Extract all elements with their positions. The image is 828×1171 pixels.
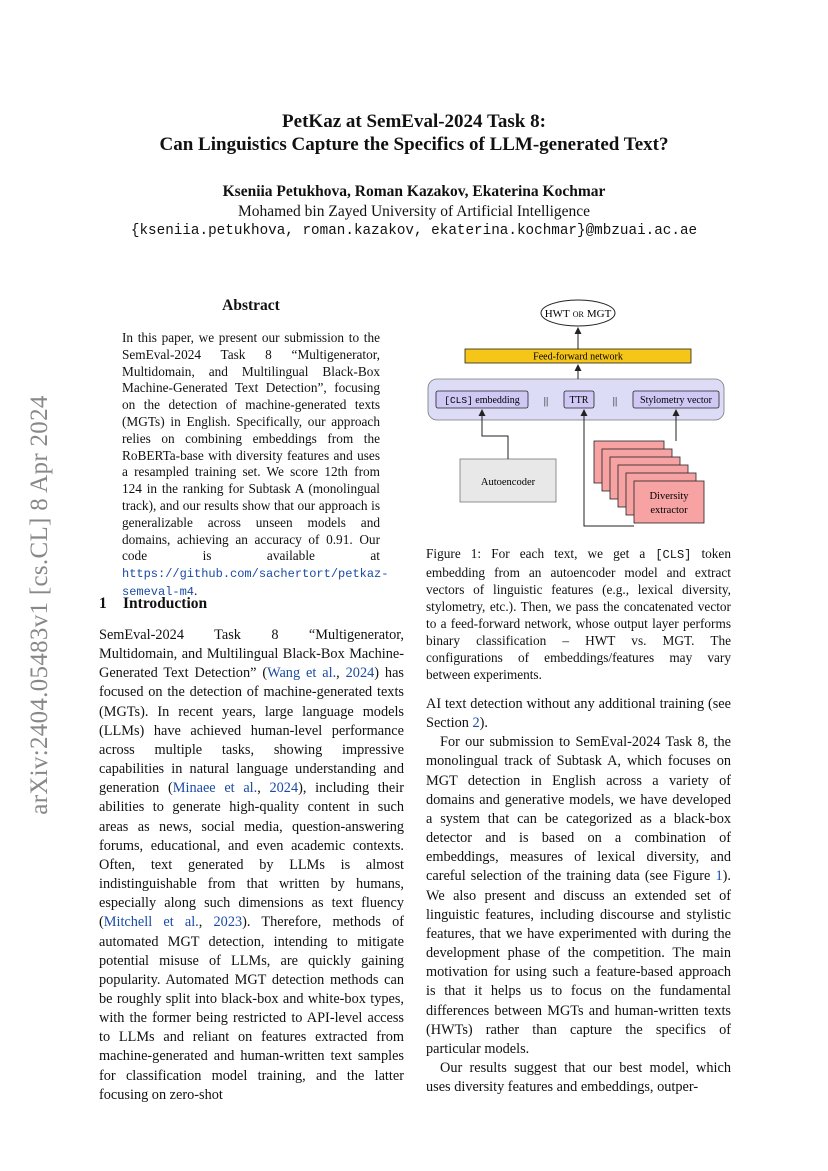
output-label: HWT OR MGT: [544, 308, 612, 320]
text-run: ). We also present and discuss an extended set of linguistic features, including discourse and stylistic features, that we have experimented with during the development phase of the competition. The main motivation for using such a feature-based approach is that it helps us to focus on the fundamental differences between MGTs and human-written texts (HWTs) rather than capture the specifics of particular models.: [426, 868, 731, 1057]
text-run: For our submission to SemEval-2024 Task 8, the monolingual track of Subtask A, which focuses on MGT detection in English across a variety of domains and generative models, we have developed a system that can be categorized as a black-box detector and is based on a combination of embeddings, measures of lexical diversity, and careful selection of the training data (see Figure: [426, 734, 731, 885]
title-line-2: Can Linguistics Capture the Specifics of LLM-generated Text?: [159, 134, 669, 155]
text-run: ,: [198, 914, 214, 931]
figure-1-caption: [426, 545, 731, 683]
section-title: Introduction: [123, 595, 208, 612]
arxiv-side-stamp: [20, 370, 60, 840]
figure-1-diagram: [424, 298, 732, 530]
caption-text: Figure 1: For each text, we get a: [426, 546, 656, 561]
title-line-1: PetKaz at SemEval-2024 Task 8:: [282, 111, 546, 132]
section-number: 1: [99, 595, 107, 612]
text-run: SemEval-2024 Task 8 “Multigenerator, Multidomain, and Multilingual Black-Box Machine-Generated Text Detection” (: [99, 627, 404, 682]
text-run: ) has focused on the detection of machine-generated texts (MGTs). In recent years, large language models (LLMs) have achieved human-level performance across multiple tasks, showing impressive capabilities in natural language understanding and generation (: [99, 665, 404, 797]
abstract-body: [122, 330, 389, 601]
paragraph: [426, 733, 731, 1059]
abstract-text: In this paper, we present our submission to the SemEval-2024 Task 8 “Multigenerator, Multidomain, and Multilingual Black-Box Machine-Generated Text Detection”, focusing on the detection of machine-generated texts (MGTs) in English. Specifically, our approach relies on combining embeddings from the RoBERTa-base with diversity features and uses a resampled training set. We score 12th from 124 in the ranking for Subtask A (monolingual track), and our results show that our approach is generalizable across unseen models and domains, achieving an accuracy of 0.91. Our code is available at: [122, 330, 380, 564]
citation-link[interactable]: Mitchell et al.: [103, 914, 199, 931]
right-column: [426, 695, 731, 1097]
text-run: ,: [257, 780, 270, 797]
text-run: ).: [479, 715, 488, 732]
autoencoder-label: Autoencoder: [480, 477, 536, 488]
separator-1: ||: [543, 395, 549, 407]
section-heading-introduction: [99, 595, 207, 613]
separator-2: ||: [612, 395, 618, 407]
intro-paragraph: [99, 626, 404, 1105]
left-column: [99, 626, 404, 1105]
arxiv-id: arXiv:2404.05483v1 [cs.CL] 8 Apr 2024: [26, 395, 53, 815]
diversity-label-line-2: extractor: [650, 505, 688, 516]
ttr-label: TTR: [569, 395, 589, 406]
ffn-label: Feed-forward network: [533, 351, 623, 363]
stylometry-label: Stylometry vector: [640, 395, 712, 406]
paragraph: Our results suggest that our best model, which uses diversity features and embeddings, outper-: [426, 1059, 731, 1096]
cls-embedding-label: [CLS] embedding: [444, 395, 520, 406]
text-run: ,: [336, 665, 346, 682]
authors: Kseniia Petukhova, Roman Kazakov, Ekaterina Kochmar: [222, 183, 606, 200]
text-run: AI text detection without any additional training (see Section: [426, 696, 731, 732]
citation-link[interactable]: Wang et al.: [267, 665, 337, 682]
paper-title: [0, 110, 828, 156]
code-link[interactable]: https://github.com/sachertort/petkaz-semeval-m4: [122, 567, 389, 599]
citation-year-link[interactable]: 2024: [345, 665, 375, 682]
text-run: ). Therefore, methods of automated MGT detection, intending to mitigate potential misuse of LLMs, are quickly gaining popularity. Automated MGT detection methods can be roughly split into black-box and white-box types, with the former being restricted to API-level access to LLMs and reliant on features extracted from machine-generated and human-written text samples for classification model training, and the latter focusing on zero-shot: [99, 914, 404, 1103]
figure-link[interactable]: 1: [715, 868, 723, 885]
citation-year-link[interactable]: 2024: [269, 780, 299, 797]
emails: {kseniia.petukhova, roman.kazakov, ekaterina.kochmar}@mbzuai.ac.ae: [130, 223, 698, 239]
affiliation: Mohamed bin Zayed University of Artificial Intelligence: [237, 203, 591, 220]
paragraph: [426, 695, 731, 733]
abstract-heading: Abstract: [222, 297, 280, 314]
citation-year-link[interactable]: 2023: [213, 914, 243, 931]
text-run: ), including their abilities to generate high-quality content in such areas as news, social media, question-answering forums, educational, and even academic contexts. Often, text generated by LLMs is almost indistinguishable from that written by humans, especially along such dimensions as text fluency (: [99, 780, 404, 931]
caption-token: [CLS]: [655, 548, 692, 562]
caption-text: token embedding from an autoencoder model and extract vectors of linguistic features (e.g., lexical diversity, stylometry, etc.). Then, we pass the concatenated vector to a feed-forward network, whose output layer performs binary classification – HWT vs. MGT. The configurations of embeddings/features may vary between experiments.: [426, 546, 731, 682]
diversity-extractor-box: [634, 481, 704, 523]
abstract-end: .: [194, 582, 198, 598]
section-link[interactable]: 2: [472, 715, 480, 732]
citation-link[interactable]: Minaee et al.: [172, 780, 258, 797]
diversity-label-line-1: Diversity: [649, 491, 689, 502]
